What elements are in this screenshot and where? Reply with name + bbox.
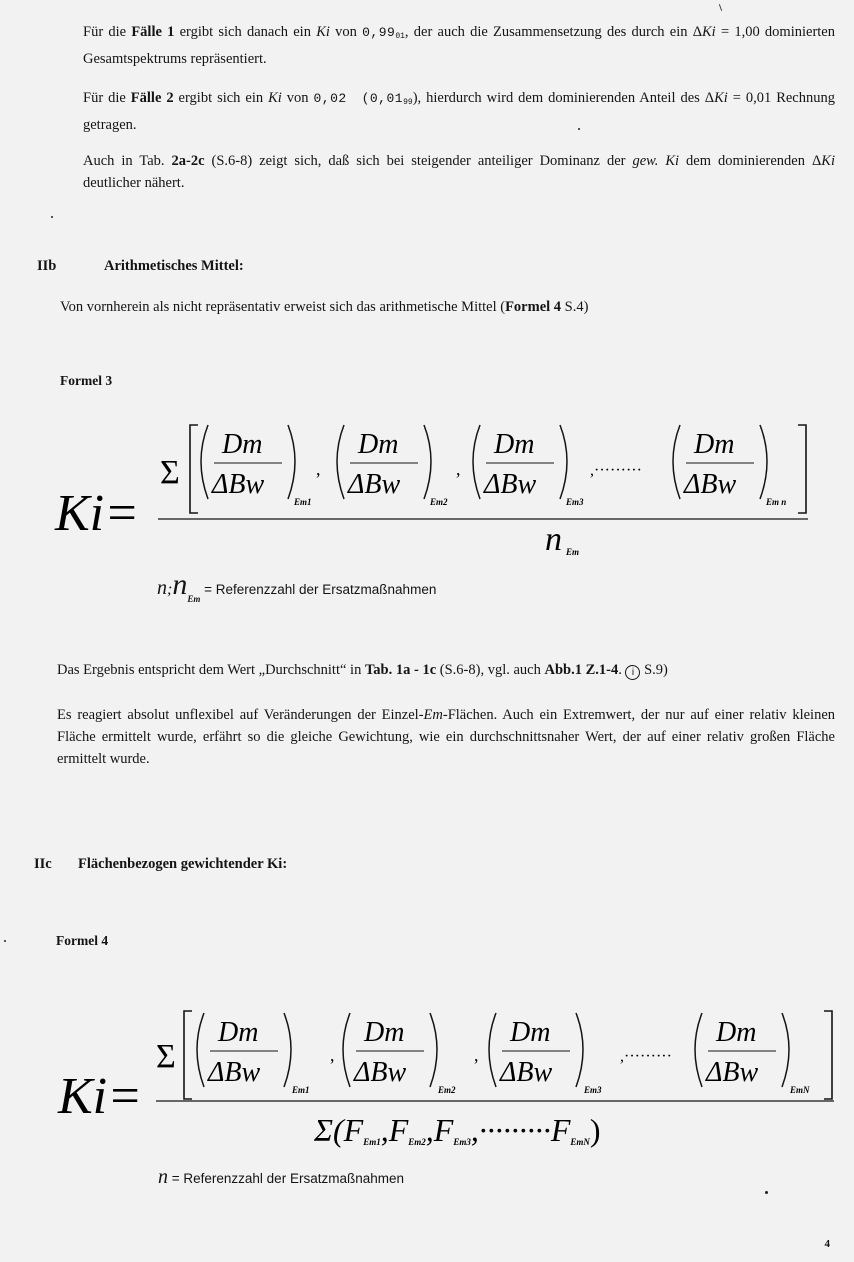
section-title: Arithmetisches Mittel: bbox=[104, 258, 244, 274]
right-paren bbox=[424, 425, 431, 499]
fraction-term bbox=[673, 425, 786, 507]
text: ergibt sich ein bbox=[173, 90, 269, 106]
text: von bbox=[281, 90, 314, 106]
page-number: 4 bbox=[824, 1238, 830, 1250]
paragraph-faelle-1 bbox=[83, 21, 835, 70]
separator: ,F bbox=[425, 1112, 454, 1148]
formel4-terms bbox=[197, 1013, 810, 1095]
right-paren bbox=[576, 1013, 583, 1087]
numerator-dm: Dm bbox=[494, 429, 535, 460]
text: Das Ergebnis entspricht dem Wert „Durchschnitt“ in bbox=[57, 662, 365, 678]
denominator-dbw: ΔBw bbox=[706, 1057, 759, 1088]
text: deutlicher nähert. bbox=[83, 175, 185, 191]
text: Von vornherein als nicht repräsentativ erweist sich das arithmetische Mittel ( bbox=[60, 299, 506, 315]
separator-comma: , bbox=[330, 1045, 335, 1065]
value-subscript: 99 bbox=[403, 98, 413, 107]
denominator-subscript: Em bbox=[566, 547, 580, 557]
fraction-term bbox=[695, 1013, 810, 1095]
variable-ki: Ki bbox=[702, 24, 716, 40]
formula-4 bbox=[0, 995, 854, 1165]
left-bracket bbox=[190, 425, 198, 513]
term-subscript: Em2 bbox=[438, 1085, 456, 1095]
variable-ki: Ki bbox=[316, 24, 330, 40]
left-paren bbox=[695, 1013, 702, 1087]
fraction-term bbox=[201, 425, 312, 507]
info-circle-icon: i bbox=[625, 665, 640, 680]
term-subscript: Em3 bbox=[584, 1085, 602, 1095]
numerator-dm: Dm bbox=[716, 1017, 757, 1048]
variable-ki: Ki bbox=[714, 90, 728, 106]
numerator-dm: Dm bbox=[358, 429, 399, 460]
right-paren bbox=[782, 1013, 789, 1087]
italic-text: gew. Ki bbox=[632, 153, 680, 169]
variable-n: n bbox=[157, 577, 167, 599]
text: Es reagiert absolut unflexibel auf Veränderungen der Einzel- bbox=[57, 707, 424, 723]
sigma-icon: Σ bbox=[160, 454, 180, 491]
separator: ,·········F bbox=[470, 1112, 571, 1148]
fraction-term bbox=[473, 425, 584, 507]
ki-equals: Ki= bbox=[58, 1068, 143, 1125]
formula-label: Formel 3 bbox=[60, 373, 113, 388]
subscript: Em3 bbox=[453, 1137, 471, 1147]
bold-text: 2a-2c bbox=[171, 153, 205, 169]
scan-dot bbox=[51, 216, 53, 218]
text: S.4) bbox=[561, 299, 589, 315]
closing-paren: ) bbox=[589, 1112, 601, 1148]
note-text: = Referenzzahl der Ersatzmaßnahmen bbox=[168, 1171, 404, 1186]
denominator-dbw: ΔBw bbox=[484, 469, 537, 500]
text: ), hierdurch wird dem dominierenden Anteil des Δ bbox=[412, 90, 715, 106]
scan-dot bbox=[765, 1191, 768, 1194]
left-paren bbox=[673, 425, 680, 499]
text: von bbox=[329, 24, 363, 40]
separator: ,F bbox=[380, 1112, 409, 1148]
bold-text: Abb.1 Z.1-4 bbox=[544, 662, 619, 678]
denominator-n: n bbox=[545, 521, 562, 558]
scan-mark bbox=[719, 4, 722, 11]
text: Für die bbox=[83, 90, 131, 106]
bold-text: Formel 4 bbox=[505, 299, 562, 315]
text: , der auch die Zusammensetzung des durch ein Δ bbox=[404, 24, 703, 40]
ellipsis: ,········· bbox=[620, 1048, 672, 1065]
variable-ki: Ki bbox=[821, 153, 835, 169]
denominator-text bbox=[313, 1112, 601, 1148]
denominator-start: Σ(F bbox=[314, 1112, 364, 1148]
bold-text: Fälle 1 bbox=[131, 24, 175, 40]
ki-equals: Ki= bbox=[55, 485, 140, 542]
separator: ; bbox=[167, 581, 173, 598]
term-subscript: Em1 bbox=[292, 1085, 310, 1095]
fraction-term bbox=[197, 1013, 310, 1095]
text: S.9) bbox=[640, 662, 668, 678]
left-paren bbox=[473, 425, 480, 499]
text: ergibt sich danach ein bbox=[174, 24, 317, 40]
formula-3-note bbox=[157, 568, 436, 604]
paragraph-arithmetisches-mittel bbox=[60, 296, 840, 318]
text: = 0,01 Rechnung getragen. bbox=[83, 90, 835, 133]
right-paren bbox=[288, 425, 295, 499]
left-paren bbox=[489, 1013, 496, 1087]
denominator-dbw: ΔBw bbox=[684, 469, 737, 500]
left-bracket bbox=[184, 1011, 192, 1099]
right-bracket bbox=[798, 425, 806, 513]
paragraph-tab-2a-2c bbox=[83, 150, 835, 194]
bold-text: Tab. 1a - 1c bbox=[364, 662, 437, 678]
value-subscript: 01 bbox=[395, 32, 405, 41]
denominator-dbw: ΔBw bbox=[348, 469, 401, 500]
denominator-dbw: ΔBw bbox=[208, 1057, 261, 1088]
scan-dot bbox=[4, 940, 6, 942]
denominator-dbw: ΔBw bbox=[500, 1057, 553, 1088]
paragraph-ergebnis bbox=[57, 659, 837, 681]
term-subscript: Em3 bbox=[566, 497, 584, 507]
text: = 1,00 dominierten Gesamtspektrums repräsentiert. bbox=[83, 24, 835, 67]
right-bracket bbox=[824, 1011, 832, 1099]
text: dem dominierenden Δ bbox=[679, 153, 822, 169]
separator-comma: , bbox=[474, 1045, 479, 1065]
right-paren bbox=[560, 425, 567, 499]
denominator-dbw: ΔBw bbox=[212, 469, 265, 500]
text: Auch in Tab. bbox=[83, 153, 172, 169]
left-paren bbox=[343, 1013, 350, 1087]
subscript: Em1 bbox=[363, 1137, 381, 1147]
left-paren bbox=[201, 425, 208, 499]
fraction-term bbox=[489, 1013, 602, 1095]
right-paren bbox=[430, 1013, 437, 1087]
value: (0,01 bbox=[361, 91, 404, 106]
fraction-term bbox=[337, 425, 448, 507]
variable-ki: Ki bbox=[268, 90, 282, 106]
subscript: Em2 bbox=[408, 1137, 426, 1147]
section-number: IIc bbox=[34, 856, 52, 872]
formula-label: Formel 4 bbox=[56, 933, 109, 948]
text: Für die bbox=[83, 24, 132, 40]
term-subscript: Em n bbox=[766, 497, 787, 507]
section-number: IIb bbox=[37, 258, 57, 274]
text: . bbox=[618, 662, 626, 678]
variable-n: n bbox=[158, 1166, 168, 1188]
text: (S.6-8), vgl. auch bbox=[436, 662, 545, 678]
text: (S.6-8) zeigt sich, daß sich bei steigender anteiliger Dominanz der bbox=[204, 153, 633, 169]
fraction-term bbox=[343, 1013, 456, 1095]
right-paren bbox=[284, 1013, 291, 1087]
sigma-icon: Σ bbox=[156, 1038, 176, 1075]
bold-text: Fälle 2 bbox=[130, 90, 174, 106]
formula-4-denominator bbox=[313, 1112, 601, 1148]
italic-text: Em bbox=[423, 707, 443, 723]
subscript: Em bbox=[187, 594, 201, 604]
formula-3-lhs bbox=[54, 485, 139, 542]
separator-comma: , bbox=[456, 459, 461, 479]
term-subscript: Em2 bbox=[430, 497, 448, 507]
numerator-dm: Dm bbox=[218, 1017, 259, 1048]
text: -Flächen. Auch ein Extremwert, der nur auf einer relativ kleinen Fläche ermittelt wurde, erfährt so die gleiche Gewichtung, wie ein durchschnittsnaher Wert, der auf einer relativ großen Fläche ermittelt wurde. bbox=[57, 707, 836, 767]
section-title: Flächenbezogen gewichtender Ki: bbox=[78, 856, 288, 872]
separator-comma: , bbox=[316, 459, 321, 479]
formel3-terms bbox=[201, 425, 786, 507]
note-text: = Referenzzahl der Ersatzmaßnahmen bbox=[200, 582, 437, 597]
numerator-dm: Dm bbox=[364, 1017, 405, 1048]
paragraph-reagiert bbox=[57, 704, 835, 770]
right-paren bbox=[760, 425, 767, 499]
formula-4-note bbox=[158, 1166, 404, 1189]
left-paren bbox=[197, 1013, 204, 1087]
subscript: EmN bbox=[570, 1137, 590, 1147]
term-subscript: EmN bbox=[790, 1085, 810, 1095]
ellipsis: ,········· bbox=[590, 462, 642, 479]
numerator-dm: Dm bbox=[510, 1017, 551, 1048]
numerator-dm: Dm bbox=[222, 429, 263, 460]
variable-n: n bbox=[172, 568, 188, 601]
paragraph-faelle-2 bbox=[83, 87, 835, 136]
left-paren bbox=[337, 425, 344, 499]
term-subscript: Em1 bbox=[294, 497, 312, 507]
value: 0,99 bbox=[362, 25, 396, 40]
value: 0,02 bbox=[313, 91, 347, 106]
denominator-dbw: ΔBw bbox=[354, 1057, 407, 1088]
numerator-dm: Dm bbox=[694, 429, 735, 460]
